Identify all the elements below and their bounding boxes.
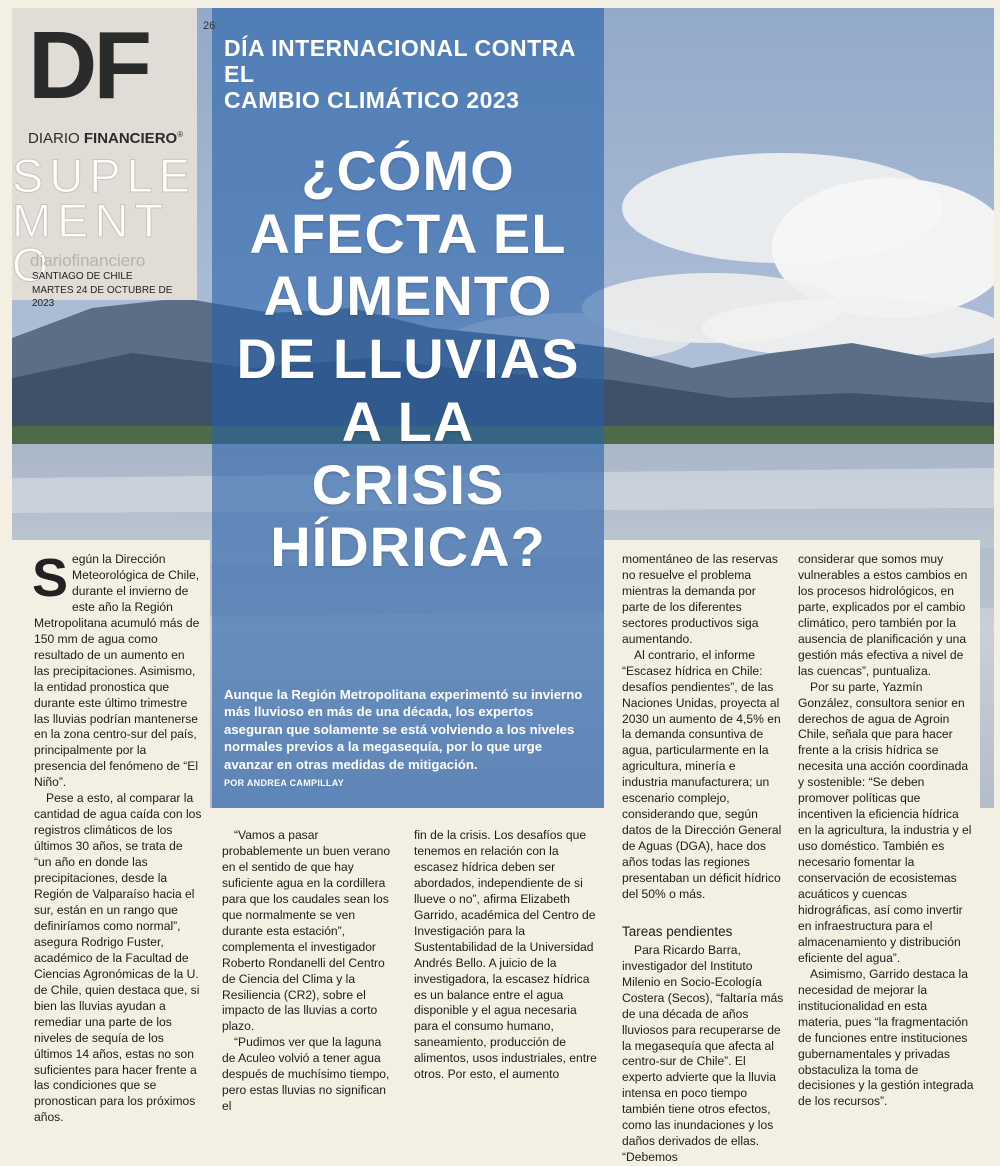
drop-cap: S <box>32 548 69 608</box>
paragraph: fin de la crisis. Los desafíos que tenemos en relación con la escasez hídrica deben ser abordados, independiente de si llueve o no”, afirma Elizabeth Garrido, académica del Centro de Investigación para la Sustentabilidad de la Universidad Andrés Bello. A juicio de la investigadora, la escasez hídrica es un balance entre el agua disponible y el agua necesaria para el consumo humano, saneamiento, producción de alimentos, usos industriales, entre otros. Por esto, el aumento <box>414 828 597 1082</box>
paragraph: Para Ricardo Barra, investigador del Instituto Milenio en Socio-Ecología Costera (Secos), “faltaría más de una década de años lluviosos para recuperarse de la megasequía que afecta al centro-sur de Chile”. El experto advierte que la lluvia intensa en poco tiempo también tiene otros efectos, como las inundaciones y los daños derivados de ellas. “Debemos <box>622 942 784 1165</box>
paragraph: Al contrario, el informe “Escasez hídrica en Chile: desafíos pendientes”, de las Naciones Unidas, proyecta al 2030 un aumento de 4,5% en la demanda consuntiva de agua, particularmente en la agricultura, minería e industria manufacturera; un escenario complejo, considerando que, según datos de la Dirección General de Aguas (DGA), hace dos años todas las regiones presentaban un déficit hídrico del 50% o más. <box>622 647 782 902</box>
headline: ¿CÓMO AFECTA EL AUMENTO DE LLUVIAS A LA CRISIS HÍDRICA? <box>236 139 580 579</box>
body-column-3 <box>402 810 604 1082</box>
masthead <box>12 8 197 309</box>
brand-name: DIARIO FINANCIERO® <box>28 130 184 147</box>
df-logo: DF <box>28 12 148 119</box>
page-number: 26 <box>203 20 216 32</box>
article-lead: Aunque la Región Metropolitana experimentó su invierno más lluvioso en más de una década, los expertos aseguran que solamente se está volviendo a los niveles normales previos a la megasequía, por lo que urge avanzar en otras medidas de mitigación. <box>224 687 583 772</box>
subheading: Tareas pendientes <box>622 923 733 939</box>
paragraph: Asimismo, Garrido destaca la necesidad de mejorar la institucionalidad en esta materia, pues “la fragmentación de funciones entre instituciones gubernamentales y privadas obstaculiza la toma de decisiones y la gestión integrada de los recursos”. <box>798 966 974 1109</box>
paragraph: momentáneo de las reservas no resuelve el problema mientras la demanda por parte de los diferentes sectores productivos siga aumentando. <box>622 552 778 646</box>
dateline: SANTIAGO DE CHILE MARTES 24 DE OCTUBRE DE 2023 <box>32 271 173 309</box>
body-column-1 <box>12 540 210 1125</box>
section-kicker: DÍA INTERNACIONAL CONTRA EL CAMBIO CLIMÁTICO 2023 <box>224 35 576 113</box>
paragraph: Por su parte, Yazmín González, consultora senior en derechos de agua de Agroin Chile, señala que para hacer frente a la crisis hídrica se necesita una acción coordinada y sostenible: “Se deben promover políticas que incentiven la eficiencia hídrica en la agricultura, la industria y el uso doméstico. También es necesario fomentar la conservación de ecosistemas acuáticos y cuencas hidrográficas, así como invertir en infraestructura para el almacenamiento y distribución eficiente del agua”. <box>798 679 972 965</box>
paragraph: “Vamos a pasar probablemente un buen verano en el sentido de que hay suficiente agua en la cordillera para que los caudales sean los que normalmente se ven durante esta estación”, complementa el investigador Roberto Rondanelli del Centro de Ciencia del Clima y la Resiliencia (CR2), sobre el impacto de las lluvias a corto plazo. <box>222 828 391 1034</box>
paragraph: egún la Dirección Meteorológica de Chile, durante el invierno de este año la Región Metropolitana acumuló más de 150 mm de agua como resultado de un aumento en las precipitaciones. Asimismo, la entidad pronostica que durante este último trimestre las lluvias podrían mantenerse en la zona centro-sur del país, principalmente por la presencia del fenómeno de “El Niño”. <box>34 552 200 790</box>
body-column-4 <box>604 540 790 1165</box>
paragraph: Pese a esto, al comparar la cantidad de agua caída con los registros climáticos de los últimos 30 años, se trata de “un año en donde las precipitaciones, desde la Región de Valparaíso hacia el sur, están en un rango que definiríamos como normal”, asegura Rodrigo Fuster, académico de la Facultad de Ciencias Agronómicas de la U. de Chile, quien destaca que, si bien las lluvias ayudan a remediar una parte de los niveles de sequía de los últimos 14 años, estas no son suficientes para hacer frente a las condiciones que se pronostican para los próximos años. <box>34 791 202 1125</box>
body-column-2 <box>212 810 402 1114</box>
byline: POR ANDREA CAMPILLAY <box>224 778 345 788</box>
paragraph: “Pudimos ver que la laguna de Aculeo volvió a tener agua después de muchísimo tiempo, pero estas lluvias no significan el <box>222 1035 390 1114</box>
supplement-label: SUPLEMENTO <box>12 149 197 292</box>
site-watermark: diariofinanciero <box>30 251 146 270</box>
paragraph: considerar que somos muy vulnerables a estos cambios en los procesos hidrológicos, en parte, explicados por el cambio climático, pero también por la ausencia de planificación y una gestión más efectiva a nivel de las cuencas”, puntualiza. <box>798 552 968 678</box>
body-column-5 <box>790 540 980 1109</box>
